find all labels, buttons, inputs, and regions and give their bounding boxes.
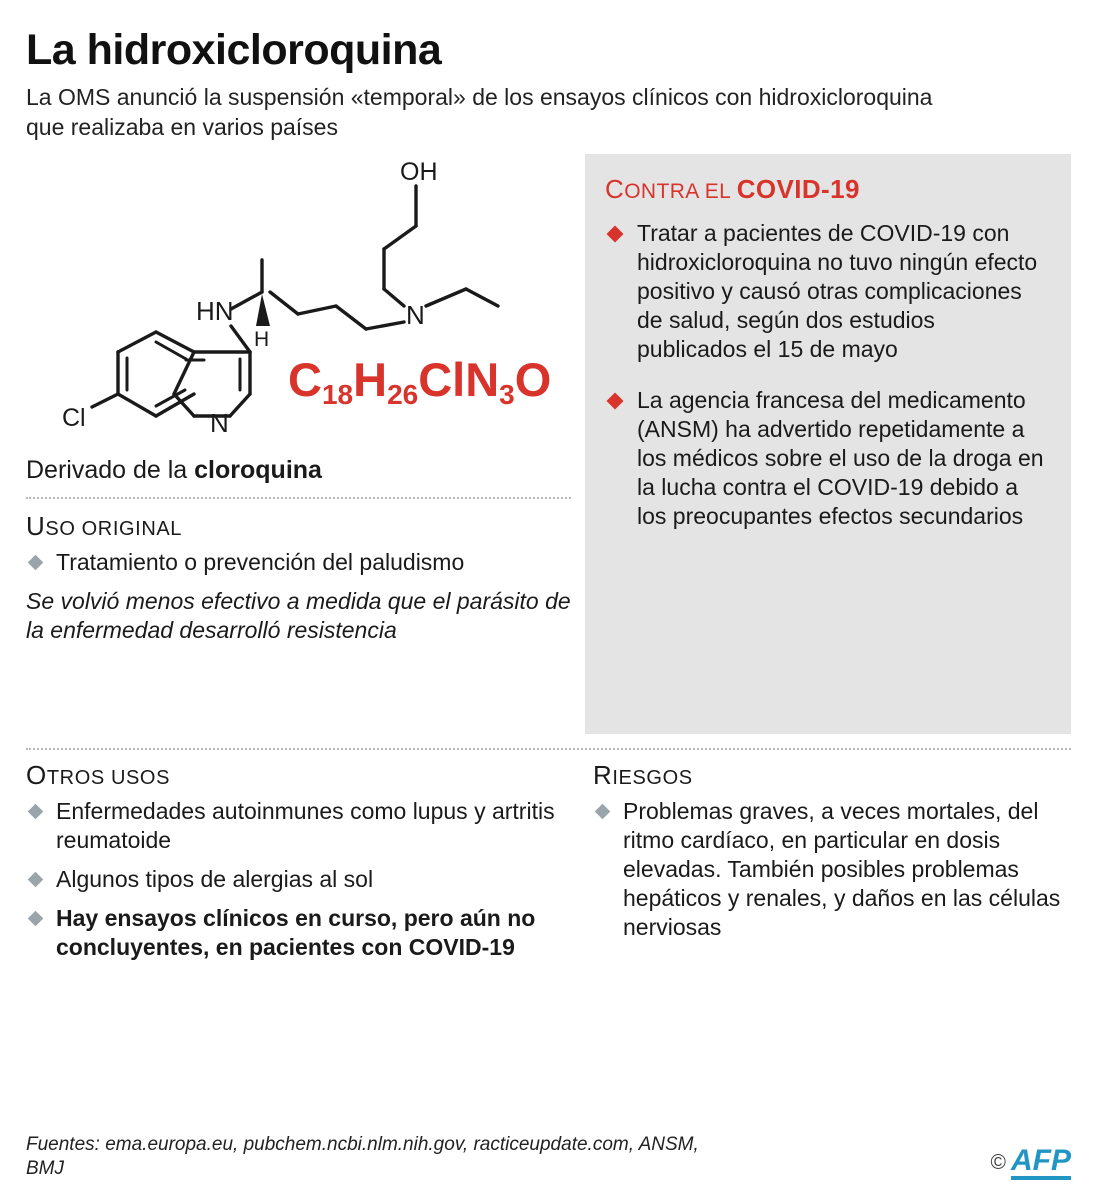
- afp-logo: [991, 1144, 1071, 1182]
- list-item-label: Algunos tipos de alergias al sol: [56, 865, 374, 892]
- page-title: La hidroxicloroquina: [26, 26, 442, 74]
- list-item-label: Problemas graves, a veces mortales, del ritmo cardíaco, en particular en dosis elevadas. También posibles problemas hepáticos y renales, y daños en las células nerviosas: [623, 798, 1061, 940]
- right-column: [585, 154, 1071, 734]
- diamond-bullet-icon: [28, 804, 44, 820]
- diamond-bullet-icon: [28, 555, 44, 571]
- molecule-caption: [26, 456, 571, 485]
- list-item: [26, 865, 571, 894]
- label-n-ring: N: [210, 408, 229, 439]
- uso-original-list: [26, 548, 571, 577]
- list-item: [605, 386, 1049, 531]
- section-heading-otros-usos: OTROS USOS: [26, 760, 171, 791]
- left-column: [26, 154, 571, 645]
- list-item: [26, 904, 571, 962]
- sources-text: Fuentes: ema.europa.eu, pubchem.ncbi.nlm.nih.gov, racticeupdate.com, ANSM, BMJ: [26, 1133, 699, 1180]
- page-subtitle: La OMS anunció la suspensión «temporal» de los ensayos clínicos con hidroxicloroquina que realizaba en varios países: [26, 84, 933, 140]
- top-section: [26, 154, 1071, 734]
- diamond-bullet-icon: [595, 804, 611, 820]
- list-item-label: Tratamiento o prevención del paludismo: [56, 549, 465, 576]
- section-heading-uso-original: USO ORIGINAL: [26, 511, 183, 542]
- covid-list: [605, 219, 1049, 531]
- bottom-section: [26, 760, 1071, 972]
- covid-panel: [585, 154, 1071, 734]
- label-oh: OH: [400, 158, 438, 187]
- divider-lower: [26, 748, 1071, 750]
- molecule-structure-svg: [26, 154, 571, 454]
- label-cl: Cl: [62, 404, 86, 433]
- list-item: [605, 219, 1049, 364]
- label-n-amine: N: [406, 300, 425, 331]
- riesgos-list: [593, 797, 1071, 942]
- divider-upper: [26, 497, 571, 499]
- section-heading-covid: CONTRA EL COVID-19: [605, 174, 860, 205]
- riesgos-column: [593, 760, 1071, 972]
- otros-usos-column: [26, 760, 571, 972]
- uso-original-note: Se volvió menos efectivo a medida que el parásito de la enfermedad desarrolló resistencia: [26, 587, 571, 643]
- chemical-formula: $C_{18}H_{26}ClN_3O$: [288, 353, 552, 411]
- label-hn: HN: [196, 296, 234, 327]
- molecule-diagram: [26, 154, 571, 454]
- diamond-bullet-icon: [607, 226, 624, 243]
- molecule-caption-bold: cloroquina: [194, 456, 322, 485]
- molecule-caption-prefix: Derivado de la: [26, 456, 195, 485]
- footer: [26, 1133, 1071, 1182]
- copyright-symbol: ©: [990, 1151, 1006, 1174]
- list-item-label: Hay ensayos clínicos en curso, pero aún no concluyentes, en pacientes con COVID-19: [56, 904, 536, 960]
- diamond-bullet-icon: [28, 911, 44, 927]
- list-item: [593, 797, 1071, 942]
- afp-wordmark: AFP: [1011, 1144, 1071, 1182]
- otros-usos-list: [26, 797, 571, 962]
- list-item: [26, 797, 571, 855]
- diamond-bullet-icon: [607, 392, 624, 409]
- list-item-label: La agencia francesa del medicamento (ANSM) ha advertido repetidamente a los médicos sobre el uso de la droga en la lucha contra el COVID-19 debido a los preocupantes efectos secundarios: [637, 386, 1044, 529]
- diamond-bullet-icon: [28, 872, 44, 888]
- list-item-label: Enfermedades autoinmunes como lupus y artritis reumatoide: [56, 798, 555, 853]
- list-item-label: Tratar a pacientes de COVID-19 con hidroxicloroquina no tuvo ningún efecto positivo y causó otras complicaciones de salud, según dos estudios publicados el 15 de mayo: [637, 220, 1038, 362]
- section-heading-riesgos: RIESGOS: [593, 760, 693, 791]
- list-item: [26, 548, 571, 577]
- label-h: H: [254, 328, 270, 352]
